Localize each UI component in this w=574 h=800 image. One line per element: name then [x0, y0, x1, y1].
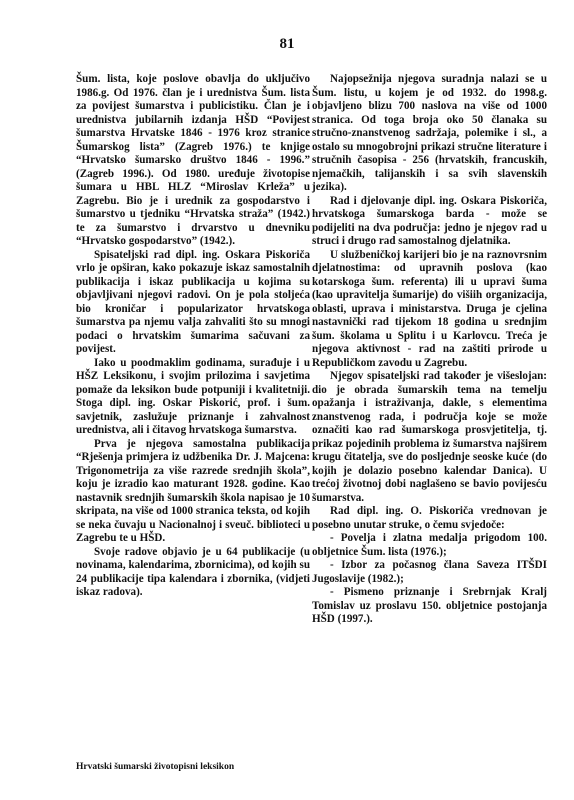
paragraph: Rad dipl. ing. O. Piskoriča vrednovan je posebno unutar struke, o čemu svjedoče:	[312, 505, 547, 531]
paragraph: Prva je njegova samostalna publikacija “Rješenja primjera iz udžbenika Dr. J. Majcena: Trigonometrija za više razrede srednjih škola”, koju je izradio kao maturant 1928. godine. Kao nastavnik srednjih šumarskih škola napisao je 10 skripata, na više od 1000 stranica teksta, od kojih se neka čuvaju u Nacionalnoj i sveuč. biblioteci u Zagrebu te u HŠD.	[76, 437, 310, 544]
paragraph: Iako u poodmaklim godinama, surađuje i u HŠZ Leksikonu, i svojim prilozima i savjetima pomaže da leksikon bude potpuniji i kvalitetniji. Stoga dipl. ing. Oskar Piskorić, prof. i šum. savjetnik, zaslužuje priznanje i zahvalnost urednistva, ali i čitavog hrvatskoga šumarstva.	[76, 356, 310, 436]
paragraph: Njegov spisateljski rad također je višeslojan: dio je obrada šumarskih tema na temelju opažanja i istraživanja, dakle, s elementima znanstvenog rada, i područja koje se može označiti kao rad šumarskoga prosvjetitelja, tj. prikaz pojedinih problema iz šumarstva najširem krugu čitatelja, sve do posljednje seoske kuće (do kojih je dolazio posebno kalendar Danica). U trećoj životnoj dobi naglašeno se bavio povijesću šumarstva.	[312, 370, 547, 504]
page-number: 81	[279, 36, 295, 52]
paragraph: Rad i djelovanje dipl. ing. Oskara Piskoriča, hrvatskoga šumarskoga barda - može se podijeliti na dva područja: jedno je njegov rad u struci i drugo rad samostalnog djelatnika.	[312, 194, 547, 247]
award-item: - Pismeno priznanje i Srebrnjak Kralj Tomislav uz proslavu 150. obljetnice postojanja HŠD (1997.).	[312, 586, 547, 625]
left-column	[76, 73, 310, 600]
paragraph: Šum. lista, koje poslove obavlja do uključivo 1986.g. Od 1976. član je i urednistva Šum. lista za povijest šumarstva i publicistiku. Član je i urednistva jubilarnih izdanja HŠD “Povijest šumarstva Hrvatske 1846 - 1976 kroz stranice Šumarskog lista” (Zagreb 1976.) te knjige “Hrvatsko šumarsko društvo 1846 - 1996.” (Zagreb 1996.). Od 1980. uređuje životopise šumara u HBL HLZ “Miroslav Krleža” u Zagrebu. Bio je i urednik za gospodarstvo i šumarstvo u tjedniku “Hrvatska straža” (1942.) te za šumarstvo i drvarstvo u dnevniku “Hrvatsko gospodarstvo” (1942.).	[76, 73, 310, 247]
right-column	[312, 73, 547, 627]
paragraph: Najopsežnija njegova suradnja nalazi se u Šum. listu, u kojem je od 1932. do 1998.g. objavljeno blizu 700 naslova na više od 1000 stranica. Od toga broja oko 50 članaka su stručno-znanstvenog sadržaja, polemike i sl., a ostalo su mnogobrojni prikazi stručne literature i stručnih časopisa - 256 (hrvatskih, francuskih, njemačkih, talijanskih i sa svih slavenskih jezika).	[312, 73, 547, 193]
paragraph: U službeničkoj karijeri bio je na raznovrsnim djelatnostima: od upravnih poslova (kao kotarskoga šum. referenta) ili u upravi šuma (kao upravitelja šumarije) do višiih organizacija, oblasti, uprava i ministarstva. Druga je cjelina nastavnički rad tijekom 18 godina u srednjim šum. školama u Splitu i u Karlovcu. Treća je njegova aktivnost - rad na zaštiti prirode u Republičkom zavodu u Zagrebu.	[312, 248, 547, 369]
footer: Hrvatski šumarski životopisni leksikon	[76, 762, 235, 772]
award-item: - Povelja i zlatna medalja prigodom 100. obljetnice Šum. lista (1976.);	[312, 532, 547, 558]
paragraph: Spisateljski rad dipl. ing. Oskara Piskoriča vrlo je opširan, kako pokazuje iskaz samostalnih publikacija i iskaz publikacija u kojima su objavljivani njegovi radovi. On je pola stoljeća bio kroničar i popularizator hrvatskoga šumarstva pa njemu valja zahvaliti što su mnogi podaci o hrvatskim šumarima sačuvani za povijest.	[76, 248, 310, 355]
award-item: - Izbor za počasnog člana Saveza ITŠDI Jugoslavije (1982.);	[312, 559, 547, 585]
paragraph: Svoje radove objavio je u 64 publikacije (u novinama, kalendarima, zbornicima), od kojih su 24 publikacije tipa kalendara i zbornika, (vidjeti iskaz radova).	[76, 545, 310, 598]
